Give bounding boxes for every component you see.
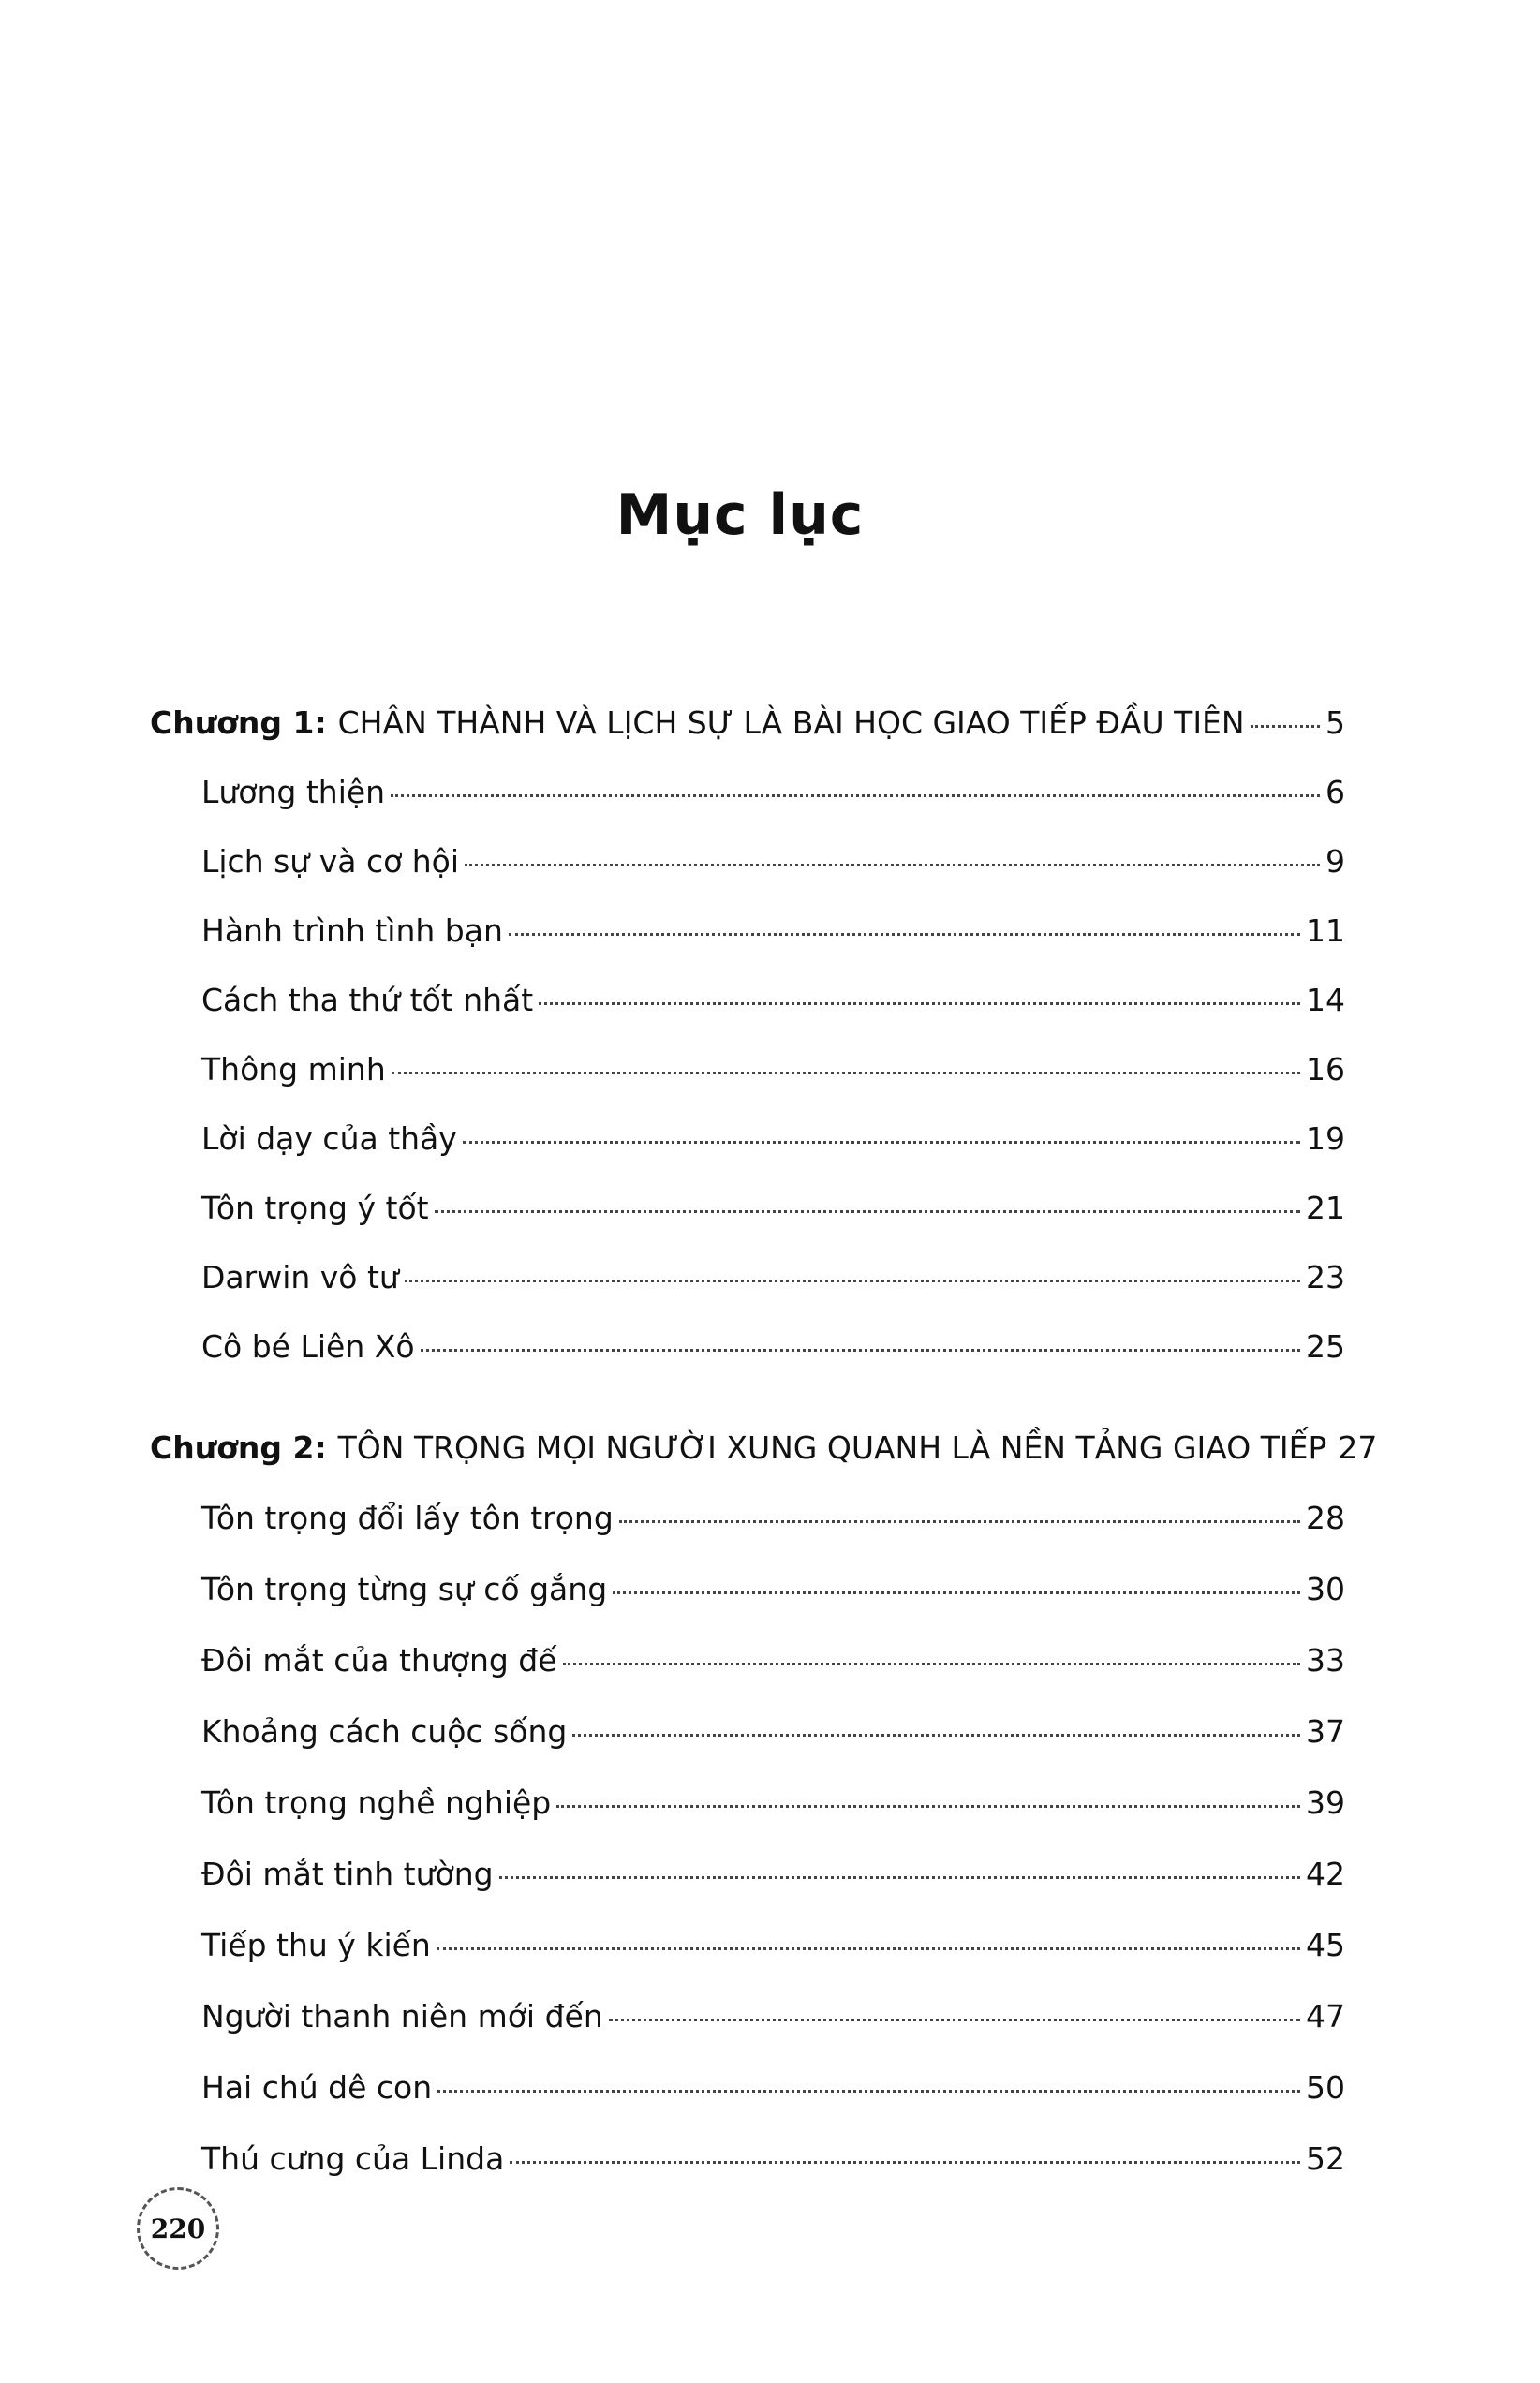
dot-leader [435, 1210, 1300, 1213]
toc-entry[interactable] [201, 2140, 1345, 2182]
dot-leader [510, 2161, 1300, 2164]
toc-entry[interactable] [201, 1190, 1345, 1231]
entry-label: Tiếp thu ý kiến [201, 1927, 431, 1963]
page-ref: 42 [1306, 1856, 1345, 1892]
page-ref: 19 [1306, 1120, 1345, 1157]
dot-leader [613, 1591, 1300, 1594]
entry-label: Lời dạy của thầy [201, 1120, 457, 1157]
page-ref: 6 [1325, 774, 1345, 810]
entry-label: Hai chú dê con [201, 2069, 433, 2106]
toc-entry[interactable] [201, 1259, 1345, 1300]
entry-label: Thú cưng của Linda [201, 2140, 505, 2177]
entry-label: Đôi mắt tinh tường [201, 1856, 494, 1892]
page-ref: 23 [1306, 1259, 1345, 1295]
page-ref: 33 [1306, 1642, 1345, 1679]
entry-label: Tôn trọng đổi lấy tôn trọng [201, 1500, 614, 1536]
entry-label: Thông minh [201, 1051, 386, 1088]
page-ref: 45 [1306, 1927, 1345, 1963]
chapter-heading-2[interactable] [150, 1429, 1378, 1471]
toc-entry[interactable] [201, 1927, 1345, 1968]
toc-entry[interactable] [201, 1051, 1345, 1092]
page-ref: 11 [1306, 912, 1345, 949]
toc-entry[interactable] [201, 1998, 1345, 2039]
page-ref: 21 [1306, 1190, 1345, 1226]
toc-entry[interactable] [201, 2069, 1345, 2110]
entry-label: Tôn trọng từng sự cố gắng [201, 1571, 608, 1607]
dot-leader [572, 1734, 1300, 1737]
entry-label: Người thanh niên mới đến [201, 1998, 603, 2035]
chapter-title: TÔN TRỌNG MỌI NGƯỜI XUNG QUANH LÀ NỀN TẢNG GIAO TIẾP [337, 1429, 1327, 1466]
page-ref: 28 [1306, 1500, 1345, 1536]
entry-label: Tôn trọng nghề nghiệp [201, 1784, 552, 1821]
chapter-title: CHÂN THÀNH VÀ LỊCH SỰ LÀ BÀI HỌC GIAO TIẾP ĐẦU TIÊN [337, 704, 1245, 741]
toc-entry[interactable] [201, 774, 1345, 815]
page-number-badge: 220 [137, 2187, 219, 2270]
toc-entry[interactable] [201, 1500, 1345, 1541]
chapter-label: Chương 1: [150, 704, 327, 741]
dot-leader [563, 1663, 1300, 1665]
dot-leader [437, 2090, 1300, 2093]
toc-entry[interactable] [201, 843, 1345, 884]
page-ref: 50 [1306, 2069, 1345, 2106]
entry-label: Tôn trọng ý tốt [201, 1190, 429, 1226]
dot-leader [465, 864, 1320, 866]
page-ref: 37 [1306, 1713, 1345, 1750]
entry-label: Khoảng cách cuộc sống [201, 1713, 568, 1750]
page-ref: 16 [1306, 1051, 1345, 1088]
toc-entry[interactable] [201, 1642, 1345, 1683]
dot-leader [499, 1876, 1300, 1879]
dot-leader [556, 1805, 1300, 1808]
page-ref: 47 [1306, 1998, 1345, 2035]
dot-leader [405, 1280, 1300, 1282]
toc-entry[interactable] [201, 912, 1345, 954]
dot-leader [421, 1349, 1300, 1352]
toc-entry[interactable] [201, 1571, 1345, 1612]
page-ref: 52 [1306, 2140, 1345, 2177]
entry-label: Cách tha thứ tốt nhất [201, 982, 534, 1018]
page-ref: 25 [1306, 1328, 1345, 1365]
dot-leader [509, 933, 1300, 936]
dot-leader [391, 794, 1320, 797]
toc-entry[interactable] [201, 1856, 1345, 1897]
dot-leader [463, 1141, 1300, 1144]
entry-label: Cô bé Liên Xô [201, 1328, 415, 1365]
page-ref: 14 [1306, 982, 1345, 1018]
entry-label: Hành trình tình bạn [201, 912, 503, 949]
dot-leader [392, 1072, 1300, 1074]
chapter-heading-1[interactable] [150, 704, 1345, 746]
page-title: Mục lục [615, 482, 865, 548]
chapter-label: Chương 2: [150, 1429, 327, 1466]
page-ref: 9 [1325, 843, 1345, 880]
toc-entry[interactable] [201, 1784, 1345, 1826]
toc-entry[interactable] [201, 1120, 1345, 1162]
dot-leader [1251, 725, 1320, 728]
entry-label: Lịch sự và cơ hội [201, 843, 460, 880]
dot-leader [437, 1947, 1300, 1950]
dot-leader [619, 1520, 1300, 1523]
entry-label: Đôi mắt của thượng đế [201, 1642, 557, 1679]
toc-entry[interactable] [201, 1713, 1345, 1754]
page-ref: 39 [1306, 1784, 1345, 1821]
entry-label: Lương thiện [201, 774, 386, 810]
page-ref: 27 [1338, 1429, 1378, 1466]
toc-entry[interactable] [201, 1328, 1345, 1369]
dot-leader [609, 2019, 1300, 2021]
page-ref: 30 [1306, 1571, 1345, 1607]
page-ref: 5 [1325, 704, 1345, 741]
toc-entry[interactable] [201, 982, 1345, 1023]
dot-leader [539, 1002, 1300, 1005]
entry-label: Darwin vô tư [201, 1259, 399, 1295]
